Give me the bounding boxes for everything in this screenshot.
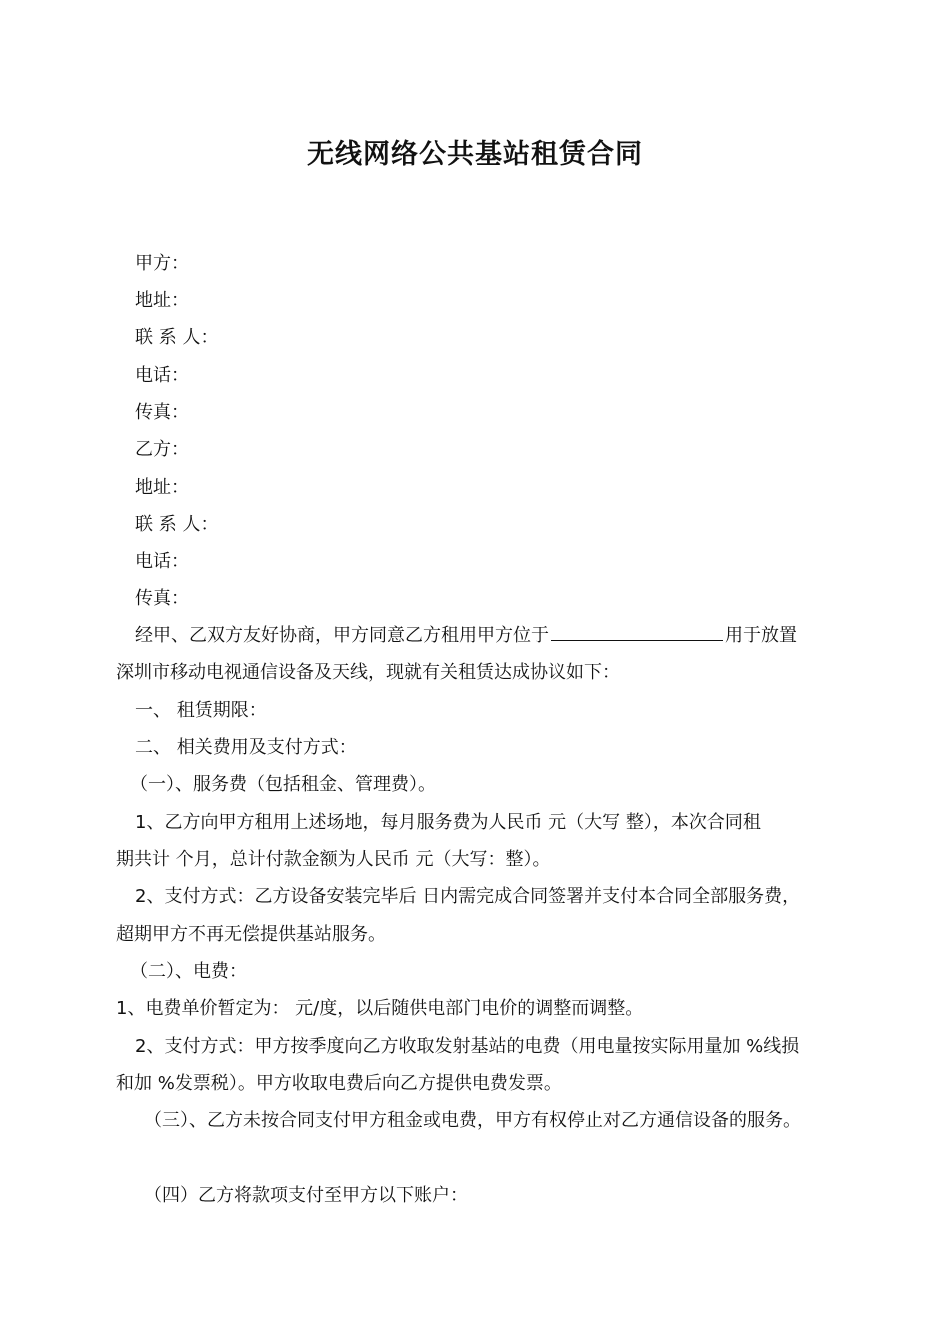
intro-paragraph-line2: 深圳市移动电视通信设备及天线，现就有关租赁达成协议如下： <box>116 662 620 683</box>
service-fee-item2-line2: 超期甲方不再无偿提供基站服务。 <box>116 924 386 945</box>
service-fee-item2-line1: 2、支付方式：乙方设备安装完毕后 日内需完成合同签署并支付本合同全部服务费， <box>135 886 801 907</box>
service-fee-item1-line2: 期共计 个月，总计付款金额为人民币 元（大写：整）。 <box>116 849 551 870</box>
party-b-name-label: 乙方： <box>135 439 189 460</box>
location-blank <box>551 624 723 641</box>
electricity-item1: 1、电费单价暂定为： 元/度，以后随供电部门电价的调整而调整。 <box>116 998 644 1019</box>
party-a-name-label: 甲方： <box>135 253 189 274</box>
party-a-fax-label: 传真： <box>135 402 189 423</box>
service-fee-item1-line1: 1、乙方向甲方租用上述场地，每月服务费为人民币 元（大写 整），本次合同租 <box>135 812 761 833</box>
section-lease-term: 一、 租赁期限： <box>135 700 267 721</box>
subsection-payment-account: （四）乙方将款项支付至甲方以下账户： <box>144 1185 468 1206</box>
subsection-service-fee: （一）、服务费（包括租金、管理费）。 <box>130 774 436 795</box>
intro-text-part1: 经甲、乙双方友好协商，甲方同意乙方租用甲方位于 <box>135 625 549 646</box>
subsection-electricity: （二）、电费： <box>130 961 247 982</box>
electricity-item2-line2: 和加 %发票税）。甲方收取电费后向乙方提供电费发票。 <box>116 1073 562 1094</box>
section-fees-payment: 二、 相关费用及支付方式： <box>135 737 357 758</box>
party-b-fax-label: 传真： <box>135 588 189 609</box>
subsection-non-payment: （三）、乙方未按合同支付甲方租金或电费，甲方有权停止对乙方通信设备的服务。 <box>144 1110 801 1131</box>
party-b-address-label: 地址： <box>135 477 189 498</box>
party-a-address-label: 地址： <box>135 290 189 311</box>
intro-text-part2: 用于放置 <box>725 625 797 646</box>
party-a-contact-label: 联 系 人： <box>135 327 219 348</box>
document-title: 无线网络公共基站租赁合同 <box>307 139 643 170</box>
party-a-phone-label: 电话： <box>135 365 189 386</box>
intro-paragraph-line1 <box>135 624 797 648</box>
party-b-contact-label: 联 系 人： <box>135 514 219 535</box>
party-b-phone-label: 电话： <box>135 551 189 572</box>
electricity-item2-line1: 2、支付方式：甲方按季度向乙方收取发射基站的电费（用电量按实际用量加 %线损 <box>135 1036 800 1057</box>
